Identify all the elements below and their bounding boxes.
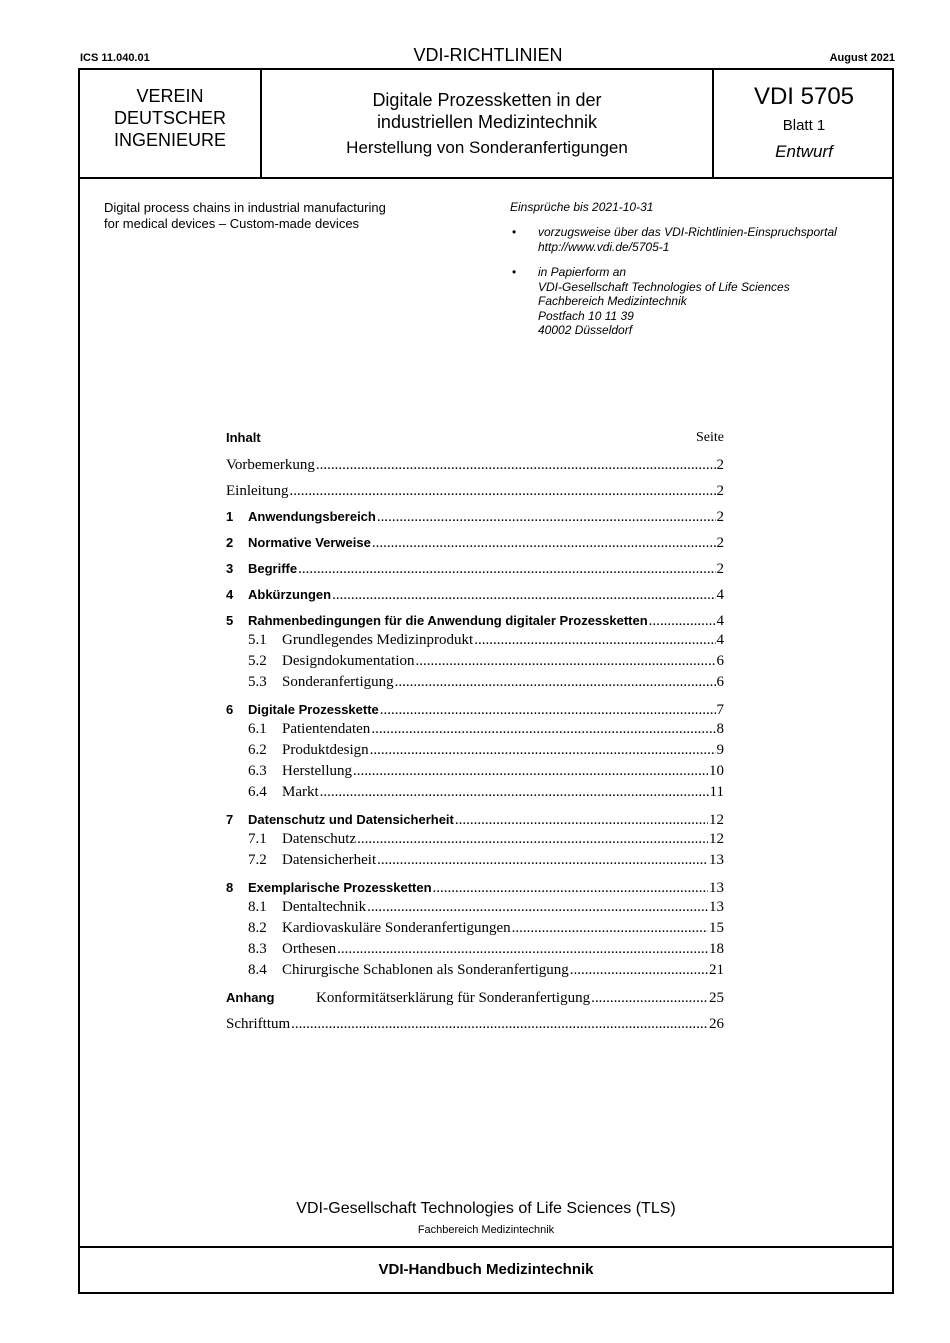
toc-leader-dots bbox=[290, 482, 716, 500]
toc-entry-number: 6 bbox=[226, 702, 234, 717]
toc-entry[interactable] bbox=[226, 651, 724, 672]
toc-entry-title: Kardiovaskuläre Sonderanfertigungen bbox=[282, 920, 511, 936]
toc-entry[interactable] bbox=[226, 482, 724, 500]
publication-date: August 2021 bbox=[829, 52, 895, 64]
toc-entry-number: Anhang bbox=[226, 990, 275, 1005]
toc-entry-page: 6 bbox=[716, 653, 724, 669]
toc-leader-dots bbox=[316, 456, 716, 474]
english-title bbox=[104, 200, 434, 232]
toc-entry-page: 18 bbox=[709, 941, 724, 957]
toc-entry-title: Herstellung bbox=[282, 763, 352, 779]
toc-entry[interactable] bbox=[226, 586, 724, 604]
toc-entry-number: 5.2 bbox=[248, 653, 267, 669]
toc-entry-title: Dentaltechnik bbox=[282, 899, 367, 915]
toc-leader-dots bbox=[377, 850, 708, 871]
toc-entry-page: 6 bbox=[716, 674, 724, 690]
toc-entry-number: 8.3 bbox=[248, 941, 267, 957]
toc-entry-title: Grundlegendes Medizinprodukt bbox=[282, 632, 474, 648]
toc-entry-number: 5 bbox=[226, 613, 234, 628]
objection-paper-address bbox=[510, 265, 890, 338]
toc-page-label: Seite bbox=[696, 430, 724, 445]
toc-entry-number: 4 bbox=[226, 587, 234, 602]
toc-entry-page: 12 bbox=[709, 812, 724, 828]
toc-entry-title: Konformitätserklärung für Sonderanfertigung bbox=[316, 990, 591, 1006]
toc-leader-dots bbox=[377, 508, 716, 526]
toc-entry-title: Normative Verweise bbox=[248, 535, 371, 550]
toc-entry-number: 8.1 bbox=[248, 899, 267, 915]
toc-entry-number: 5.1 bbox=[248, 632, 267, 648]
toc-entry-number: 8.4 bbox=[248, 962, 267, 978]
toc-entry[interactable] bbox=[226, 761, 724, 782]
toc-entry-title: Einleitung bbox=[226, 483, 289, 499]
toc-entry-page: 4 bbox=[716, 587, 724, 603]
address-line: • in Papierform an bbox=[538, 265, 627, 279]
toc-heading: Inhalt bbox=[226, 430, 261, 445]
objection-deadline: Einsprüche bis 2021-10-31 bbox=[510, 200, 654, 214]
toc-entry-title: Datenschutz bbox=[282, 831, 357, 847]
toc-leader-dots bbox=[371, 719, 715, 740]
toc-entry-page: 13 bbox=[709, 852, 724, 868]
toc-entry[interactable] bbox=[226, 740, 724, 761]
toc-leader-dots bbox=[415, 651, 715, 672]
document-number: VDI 5705 bbox=[753, 83, 855, 110]
toc-leader-dots bbox=[337, 939, 708, 960]
toc-entry-page: 8 bbox=[716, 721, 724, 737]
toc-entry-title: Designdokumentation bbox=[282, 653, 415, 669]
toc-entry-page: 4 bbox=[716, 613, 724, 629]
toc-entry-page: 13 bbox=[709, 899, 724, 915]
address-line: 40002 Düsseldorf bbox=[538, 323, 633, 337]
toc-entry-title: Datenschutz und Datensicherheit bbox=[248, 812, 454, 827]
toc-entry-page: 7 bbox=[716, 702, 724, 718]
english-title-line: Digital process chains in industrial manufacturing bbox=[104, 200, 386, 215]
toc-entry-page: 13 bbox=[709, 880, 724, 896]
portal-text: • vorzugsweise über das VDI-Richtlinien-Einspruchsportal bbox=[538, 225, 837, 239]
toc-entry-page: 12 bbox=[709, 831, 724, 847]
toc-entry-title: Produktdesign bbox=[282, 742, 369, 758]
toc-entry[interactable] bbox=[226, 829, 724, 850]
toc-leader-dots bbox=[649, 612, 716, 630]
toc-entry[interactable] bbox=[226, 1015, 724, 1033]
toc-entry-number: 2 bbox=[226, 535, 234, 550]
toc-leader-dots bbox=[298, 560, 715, 578]
toc-leader-dots bbox=[372, 534, 716, 552]
ics-code: ICS 11.040.01 bbox=[80, 52, 150, 64]
toc-entry-number: 6.3 bbox=[248, 763, 267, 779]
toc-entry-page: 10 bbox=[709, 763, 724, 779]
toc-entry-title: Orthesen bbox=[282, 941, 337, 957]
toc-entry-page: 9 bbox=[716, 742, 724, 758]
toc-leader-dots bbox=[367, 897, 708, 918]
toc-entry-number: 6.1 bbox=[248, 721, 267, 737]
toc-entry[interactable] bbox=[226, 701, 724, 719]
toc-leader-dots bbox=[332, 586, 715, 604]
toc-entry-page: 15 bbox=[709, 920, 724, 936]
toc-entry-title: Schrifttum bbox=[226, 1016, 291, 1032]
toc-entry-number: 1 bbox=[226, 509, 234, 524]
toc-entry-number: 6.2 bbox=[248, 742, 267, 758]
toc-leader-dots bbox=[395, 672, 716, 693]
toc-entry[interactable] bbox=[226, 850, 724, 871]
toc-leader-dots bbox=[380, 701, 716, 719]
toc-entry-title: Markt bbox=[282, 784, 319, 800]
toc-entry[interactable] bbox=[226, 989, 724, 1007]
objection-info bbox=[510, 200, 890, 349]
toc-leader-dots bbox=[433, 879, 708, 897]
toc-entry-page: 25 bbox=[709, 990, 724, 1006]
toc-entry-page: 21 bbox=[709, 962, 724, 978]
toc-entry[interactable] bbox=[226, 630, 724, 651]
objection-portal bbox=[510, 225, 890, 254]
toc-entry[interactable] bbox=[226, 782, 724, 803]
toc-entry-number: 5.3 bbox=[248, 674, 267, 690]
org-line: INGENIEURE bbox=[113, 130, 227, 150]
toc-entry-title: Patientendaten bbox=[282, 721, 371, 737]
toc-entry[interactable] bbox=[226, 534, 724, 552]
title-line: industriellen Medizintechnik bbox=[376, 112, 598, 132]
address-line: VDI-Gesellschaft Technologies of Life Sciences bbox=[538, 279, 790, 294]
toc-entry-page: 4 bbox=[716, 632, 724, 648]
toc-leader-dots bbox=[357, 829, 708, 850]
toc-entry-title: Digitale Prozesskette bbox=[248, 702, 379, 717]
toc-leader-dots bbox=[474, 630, 715, 651]
toc-entry[interactable] bbox=[226, 879, 724, 897]
toc-entry[interactable] bbox=[226, 456, 724, 474]
toc-entry-number: 6.4 bbox=[248, 784, 267, 800]
portal-link[interactable]: http://www.vdi.de/5705-1 bbox=[538, 239, 670, 254]
toc-entry-title: Sonderanfertigung bbox=[282, 674, 394, 690]
address-line: Fachbereich Medizintechnik bbox=[538, 294, 687, 308]
toc-leader-dots bbox=[370, 740, 716, 761]
toc-leader-dots bbox=[570, 960, 708, 981]
toc-entry-page: 2 bbox=[716, 509, 724, 525]
toc-entry[interactable] bbox=[226, 897, 724, 918]
toc-leader-dots bbox=[320, 782, 709, 803]
toc-entry-number: 7 bbox=[226, 812, 234, 827]
footer-division: Fachbereich Medizintechnik bbox=[417, 1224, 555, 1236]
document-id-block bbox=[714, 70, 894, 177]
toc-entry-page: 26 bbox=[709, 1016, 724, 1032]
toc-entry-page: 2 bbox=[716, 535, 724, 551]
handbook-title: VDI-Handbuch Medizintechnik bbox=[80, 1246, 892, 1294]
toc-entry-page: 11 bbox=[709, 784, 724, 800]
toc-entry-title: Vorbemerkung bbox=[226, 457, 315, 473]
document-title bbox=[262, 70, 714, 177]
toc-leader-dots bbox=[291, 1015, 708, 1033]
toc-entry-page: 2 bbox=[716, 483, 724, 499]
toc-entry[interactable] bbox=[226, 960, 724, 981]
english-title-line: for medical devices – Custom-made devices bbox=[104, 216, 360, 231]
toc-entry-number: 8 bbox=[226, 880, 234, 895]
table-of-contents bbox=[226, 430, 724, 1033]
toc-entry-number: 7.2 bbox=[248, 852, 267, 868]
toc-entry[interactable] bbox=[226, 811, 724, 829]
toc-entry-title: Exemplarische Prozessketten bbox=[248, 880, 432, 895]
address-line: Postfach 10 11 39 bbox=[538, 308, 634, 323]
toc-entry-title: Datensicherheit bbox=[282, 852, 377, 868]
title-block bbox=[80, 70, 892, 179]
toc-entry-number: 7.1 bbox=[248, 831, 267, 847]
toc-entry[interactable] bbox=[226, 672, 724, 693]
toc-entry[interactable] bbox=[226, 939, 724, 960]
footer-organization: VDI-Gesellschaft Technologies of Life Sciences (TLS) bbox=[296, 1200, 676, 1217]
toc-entry-title: Chirurgische Schablonen als Sonderanfertigung bbox=[282, 962, 569, 978]
title-line: Digitale Prozessketten in der bbox=[372, 90, 602, 110]
org-line: VEREIN bbox=[136, 86, 204, 106]
toc-leader-dots bbox=[512, 918, 708, 939]
toc-entry[interactable] bbox=[226, 719, 724, 740]
organization-name bbox=[80, 70, 262, 177]
document-subtitle: Herstellung von Sonderanfertigungen bbox=[346, 138, 628, 157]
toc-entry-title: Rahmenbedingungen für die Anwendung digitaler Prozessketten bbox=[248, 613, 648, 628]
toc-entry[interactable] bbox=[226, 918, 724, 939]
page-frame bbox=[78, 68, 894, 1294]
toc-entry-title: Begriffe bbox=[248, 561, 298, 576]
toc-leader-dots bbox=[591, 989, 708, 1007]
draft-status: Entwurf bbox=[775, 142, 833, 161]
sheet-number: Blatt 1 bbox=[782, 117, 826, 134]
toc-leader-dots bbox=[455, 811, 708, 829]
toc-entry-number: 3 bbox=[226, 561, 234, 576]
toc-entry-page: 2 bbox=[716, 561, 724, 577]
toc-entry-title: Anwendungsbereich bbox=[248, 509, 376, 524]
toc-leader-dots bbox=[353, 761, 708, 782]
toc-entry[interactable] bbox=[226, 560, 724, 578]
toc-entry-title: Abkürzungen bbox=[248, 587, 332, 602]
toc-entry-page: 2 bbox=[716, 457, 724, 473]
toc-entry[interactable] bbox=[226, 508, 724, 526]
toc-entry[interactable] bbox=[226, 612, 724, 630]
series-title: VDI-RICHTLINIEN bbox=[413, 45, 563, 65]
toc-entry-number: 8.2 bbox=[248, 920, 267, 936]
org-line: DEUTSCHER bbox=[113, 108, 226, 128]
